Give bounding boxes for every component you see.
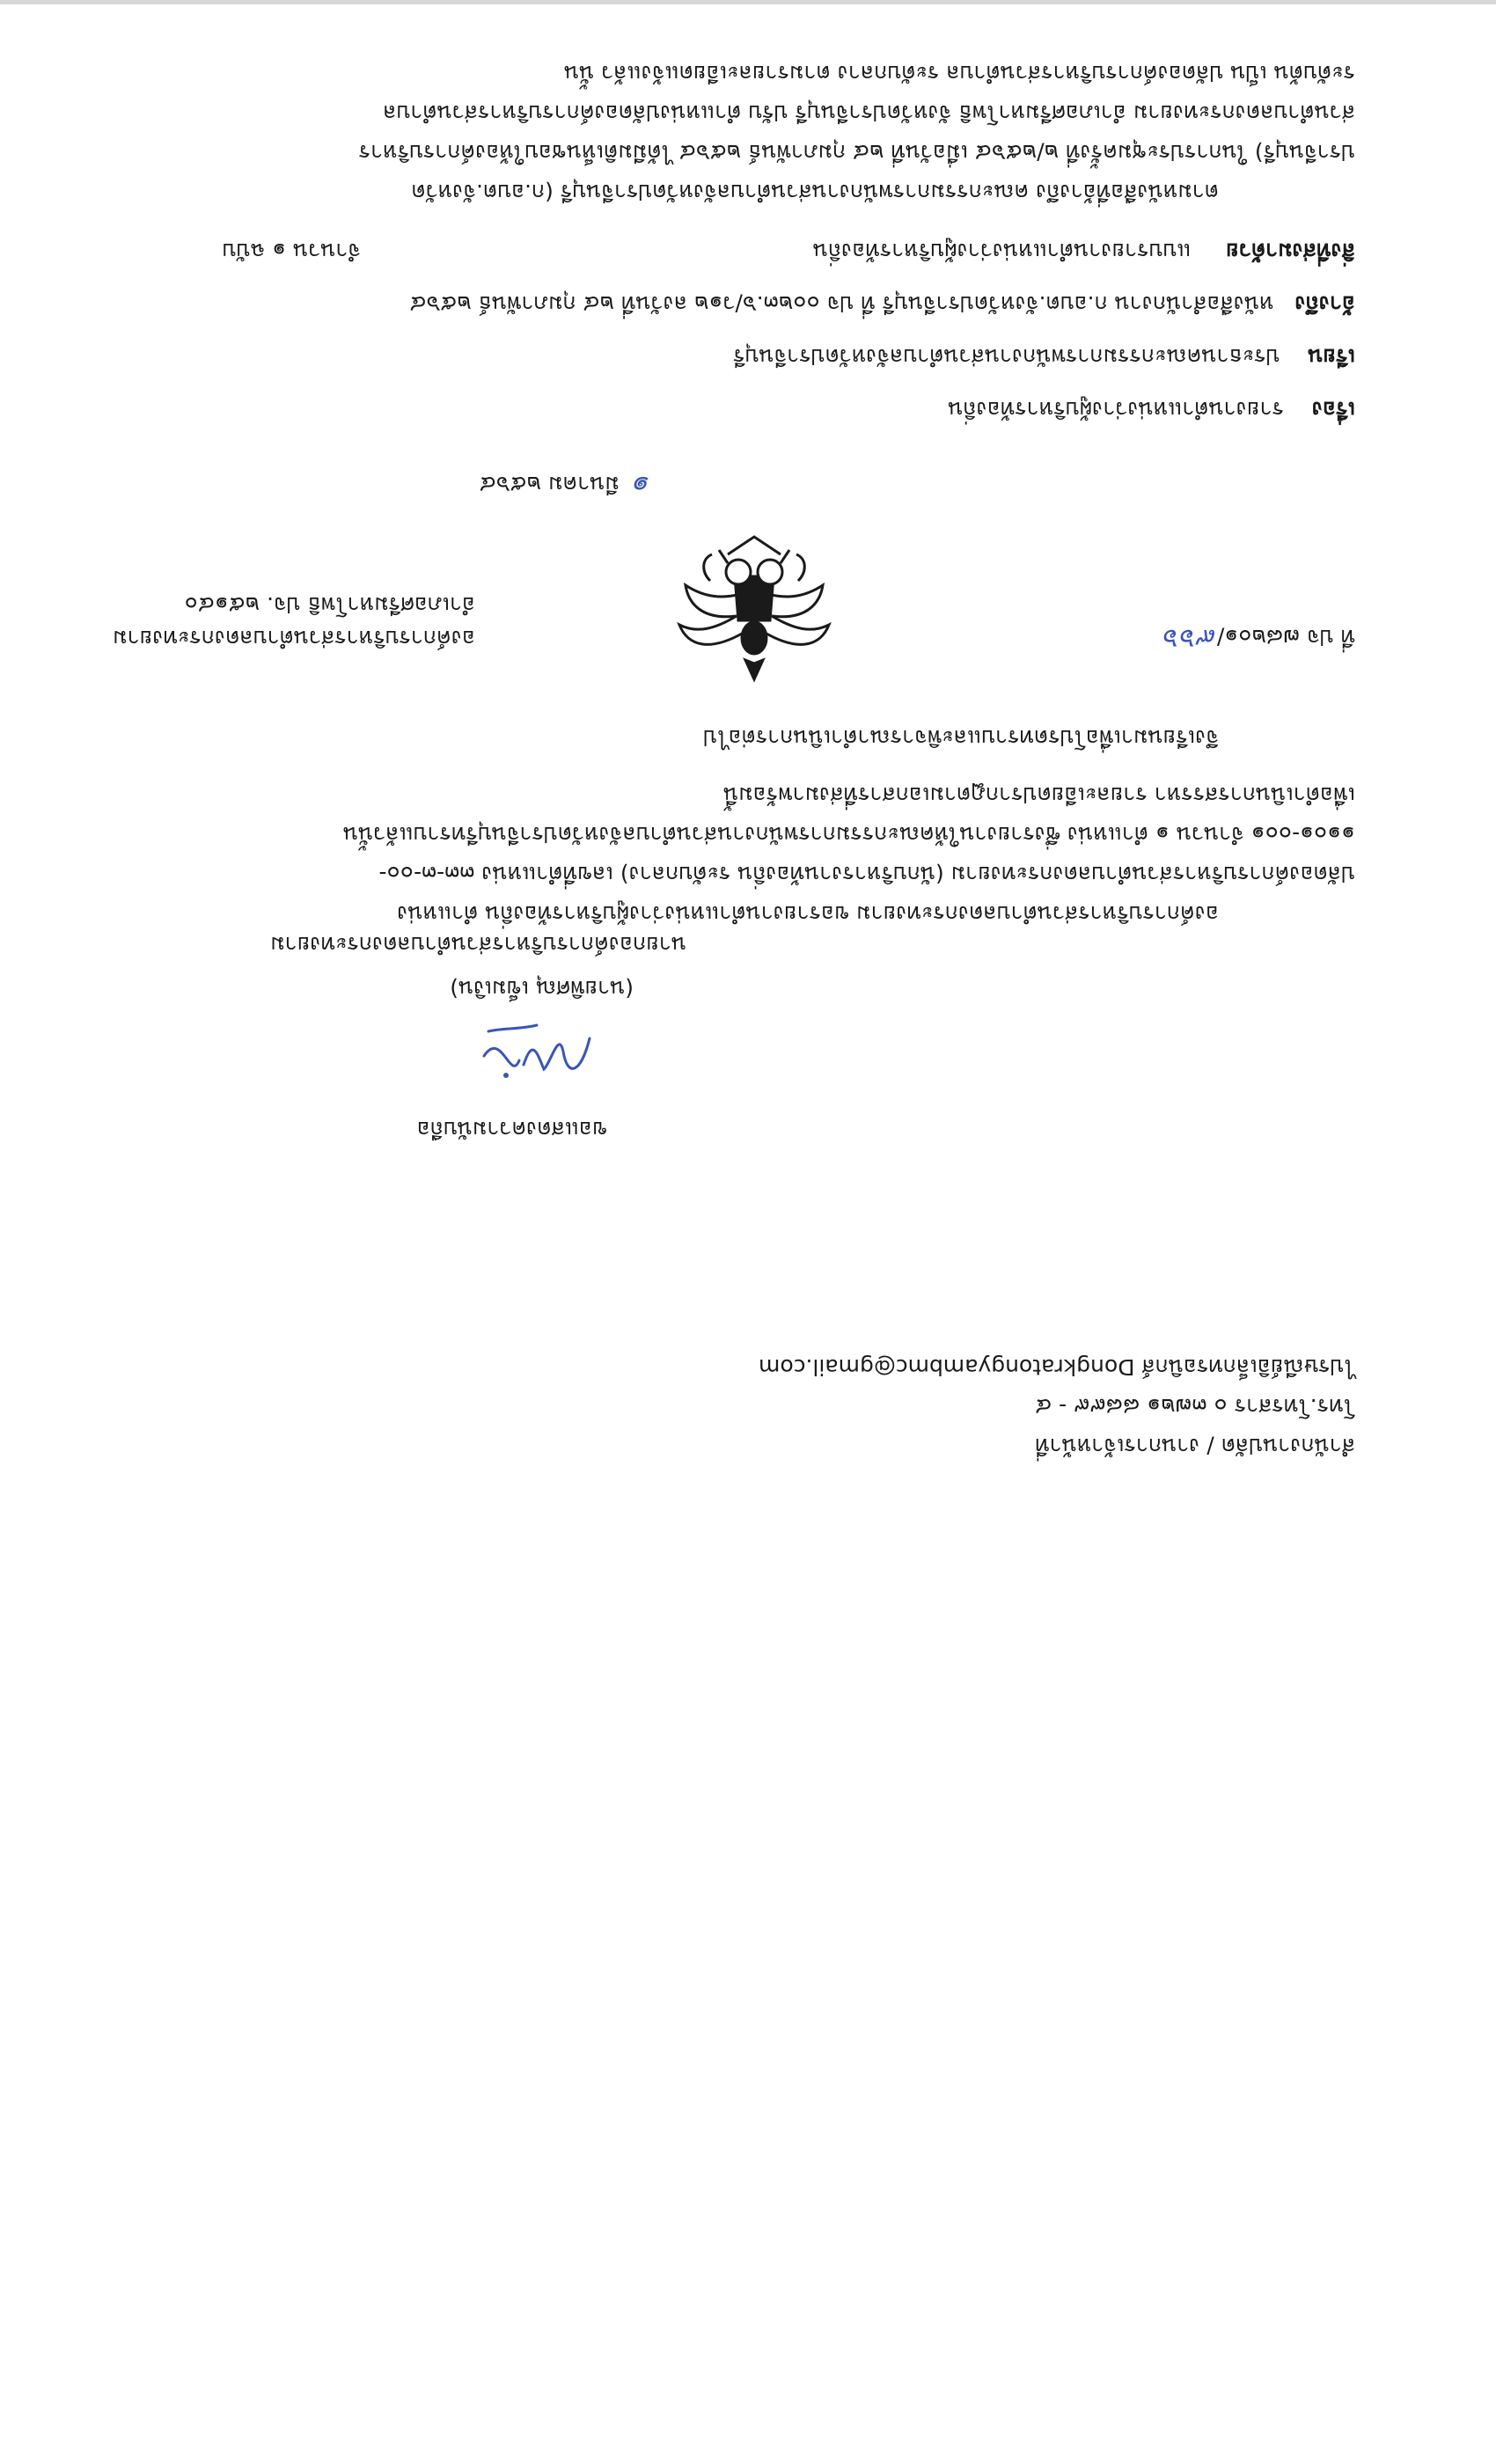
organization-address: อำเภอศรีมหาโพธิ ปจ. ๒๕๑๔๐ [184, 592, 475, 618]
paragraph-1-line-3: ส่วนตำบลดงกระทงยาม อำเภอศรีมหาโพธิ จังหวัดปราจีนบุรี ปรับ ตำแหน่งปลัดองค์การบริหารส่วนตำบล [383, 100, 1355, 126]
closing-line: จึงเรียนมาเพื่อโปรดทราบและพิจารณาดำเนินการต่อไป [703, 725, 1219, 751]
footer-email: ไปรษณีย์อิเล็กทรอนิกส์ Dongkratongyambmc@gmail.com [759, 1354, 1355, 1380]
attachment-count: จำนวน ๑ ฉบับ [222, 238, 361, 264]
scan-edge-shadow [0, 0, 1496, 4]
attachment-line: สิ่งที่ส่งมาด้วย แบบรายงานตำแหน่งว่างผู้บริหารท้องถิ่น [812, 238, 1355, 264]
paragraph-1-line-2: ปราจีนบุรี) ในการประชุมครั้งที่ ๒/๒๕๖๔ เมื่อวันที่ ๒๔ กุมภาพันธ์ ๒๕๖๔ ได้มีมติเห็นชอบให้องค์การบริหาร [358, 140, 1355, 165]
footer-division: สำนักงานปลัด / งานการเจ้าหน้าที่ [1035, 1434, 1355, 1459]
paragraph-2-line-1: องค์การบริหารส่วนตำบลดงกระทงยาม ขอรายงานตำแหน่งว่างผู้บริหารท้องถิ่น ตำแหน่ง [397, 901, 1219, 927]
paragraph-1-line-4: ระดับต้น เป็น ปลัดองค์การบริหารส่วนตำบล ระดับกลาง ตามรายละเอียดแจ้งแล้ว นั้น [564, 61, 1355, 86]
reference-line: อ้างถึง หนังสือสำนักงาน ก.อบต.จังหวัดปราจีนบุรี ที่ ปจ ๐๐๒๓.๖/ว๑๒ ลงวันที่ ๒๔ กุมภาพันธ์ ๒๕๖๔ [409, 291, 1355, 317]
paragraph-2-line-3: ๑๑๐๑-๐๐๑ จำนวน ๑ ตำแหน่ง ซึ่งรายงานให้คณะกรรมการพนักงานส่วนตำบลจังหวัดปราจีนบุรีทราบแล้วนั้น [342, 822, 1355, 847]
reference-number: ที่ ปจ ๗๘๒๐๑/๙๖๖ [1163, 623, 1355, 654]
signatory-position: นายกองค์การบริหารส่วนตำบลดงกระทงยาม [270, 932, 686, 957]
garuda-emblem-icon [675, 532, 833, 686]
recipient-line: เรียน ประธานคณะกรรมการพนักงานส่วนตำบลจังหวัดปราจีนบุรี [733, 344, 1355, 370]
paragraph-1-line-1: ตามหนังสือที่อ้างถึง คณะกรรมการพนักงานส่วนตำบลจังหวัดปราจีนบุรี (ก.อบต.จังหวัด [411, 180, 1219, 205]
organization-name: องค์การบริหารส่วนตำบลดงกระทงยาม [113, 626, 475, 651]
closing-regards: ขอแสดงความนับถือ [416, 1117, 607, 1142]
footer-telephone: โทร.โทรสาร ๐ ๓๗๒๑ ๘๘๙๙ - ๔ [1035, 1394, 1355, 1419]
paragraph-2-line-4: เพื่อดำเนินการสรรหา รายละเอียดปรากฏตามเอกสารที่ส่งมาพร้อมนี้ [723, 782, 1355, 808]
subject-line: เรื่อง รายงานตำแหน่งว่างผู้บริหารท้องถิ่น [948, 397, 1355, 422]
letter-date: ๑ มีนาคม ๒๕๖๔ [479, 470, 651, 503]
signatory-name: (นายพิศณุ เข็มเงิน) [450, 976, 634, 1001]
handwritten-signature [475, 1012, 598, 1091]
paragraph-2-line-2: ปลัดองค์การบริหารส่วนตำบลดงกระทงยาม (นักบริหารงานท้องถิ่น ระดับกลาง) เลขที่ตำแหน่ง ๓๓-๓-๐๐- [378, 862, 1355, 887]
